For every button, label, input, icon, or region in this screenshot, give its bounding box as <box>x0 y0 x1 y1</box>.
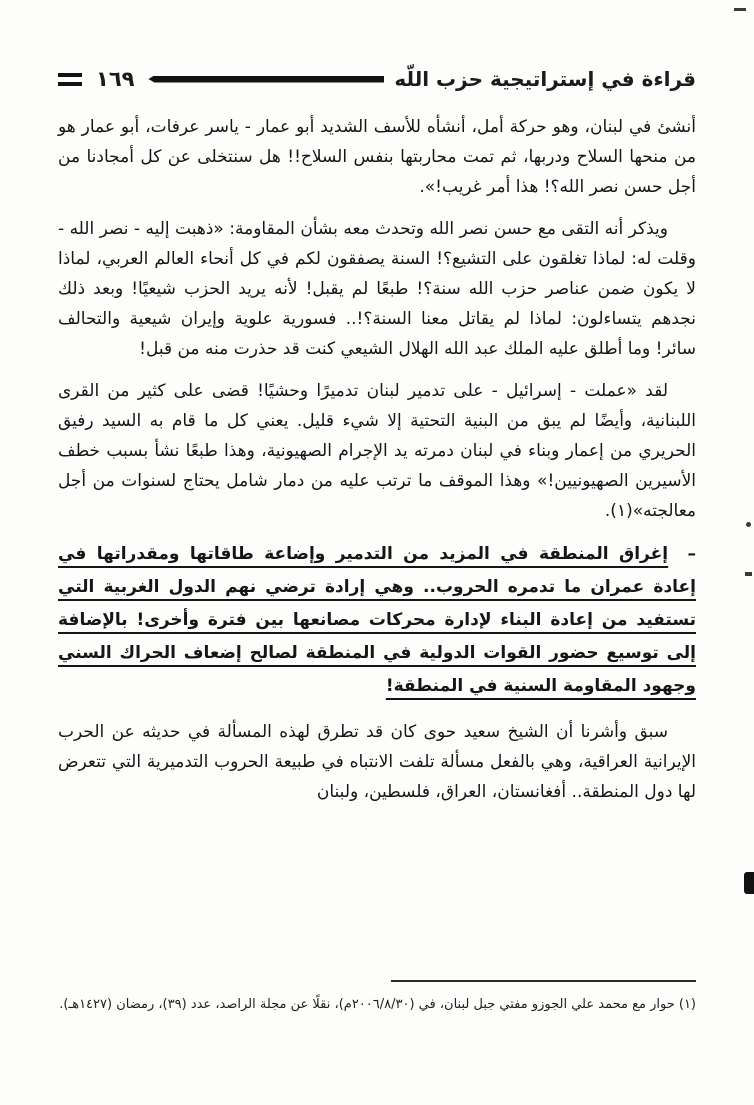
section-heading <box>58 538 696 703</box>
heading-dash: – <box>687 544 696 564</box>
page-body <box>58 112 696 819</box>
header-edge-bars-icon <box>58 73 82 86</box>
scan-artifact <box>744 872 754 894</box>
paragraph: لقد «عملت - إسرائيل - على تدمير لبنان تدميرًا وحشيًا! قضى على كثير من القرى اللبنانية، وأيضًا لم يبق من البنية التحتية إلا شيء قليل. يعني كل ما قام به السيد رفيق الحريري من إعمار وبناء في لبنان دمرته يد الإجرام الصهيونية، وهذا طبعًا نشأ بسبب خطف الأسيرين الصهيونيين!» وهذا الموقف ما ترتب عليه من دمار شامل يحتاج لسنوات من أجل معالجته»(١). <box>58 381 696 521</box>
scan-artifact <box>745 572 752 576</box>
scan-artifact <box>746 522 751 527</box>
header-rule <box>148 76 384 83</box>
paragraph: ويذكر أنه التقى مع حسن نصر الله وتحدث معه بشأن المقاومة: «ذهبت إليه - نصر الله - وقلت له: لماذا تغلقون على التشيع؟! السنة يصفقون لكم في كل أنحاء العالم العربي، لماذا لا يكون ضمن عناصر حزب الله سنة؟! طبعًا لم يقبل! لأنه يريد الحزب شيعيًا! وبعد ذلك نجدهم يتساءلون: لماذا لم يقاتل معنا السنة؟!.. فسورية علوية وإيران شيعية والتحالف سائر! وما أطلق عليه الملك عبد الله الهلال الشيعي كنت قد حذرت منه من قبل! <box>58 219 696 359</box>
footnote-separator <box>391 980 696 982</box>
page-number: ١٦٩ <box>96 67 135 91</box>
paragraph: سبق وأشرنا أن الشيخ سعيد حوى كان قد تطرق لهذه المسألة في حديثه عن الحرب الإيرانية العراقية، وهي بالفعل مسألة تلفت الانتباه في طبيعة الحروب التدميرية التي تتعرض لها دول المنطقة.. أفغانستان، العراق، فلسطين، ولبنان <box>58 722 696 802</box>
footnote-text: (١) حوار مع محمد علي الجوزو مفتي جبل لبنان، في (٢٠٠٦/٨/٣٠م)، نقلًا عن مجلة الراصد، عدد (٣٩)، رمضان (١٤٢٧هـ). <box>59 997 696 1012</box>
footnote-area <box>58 980 696 1016</box>
paragraph: أنشئ في لبنان، وهو حركة أمل، أنشأه للأسف الشديد أبو عمار - ياسر عرفات، أبو عمار هو من منحها السلاح ودربها، ثم تمت محاربتها بنفس السلاح!! هل سنتخلى عن كل أمجادنا من أجل حسن نصر الله؟! هذا أمر غريب!». <box>58 117 696 197</box>
page-header <box>58 66 696 92</box>
heading-text: إغراق المنطقة في المزيد من التدمير وإضاعة طاقاتها ومقدراتها في إعادة عمران ما تدمره الحروب.. وهي إرادة ترضي نهم الدول الغربية التي تستفيد من إعادة البناء لإدارة محركات مصانعها بين فترة وأخرى! بالإضافة إلى توسيع حضور القوات الدولية في المنطقة لصالح إضعاف الحراك السني وجهود المقاومة السنية في المنطقة! <box>58 544 696 696</box>
page-title: قراءة في إستراتيجية حزب اللّه <box>394 67 696 91</box>
scan-artifact <box>734 8 746 11</box>
